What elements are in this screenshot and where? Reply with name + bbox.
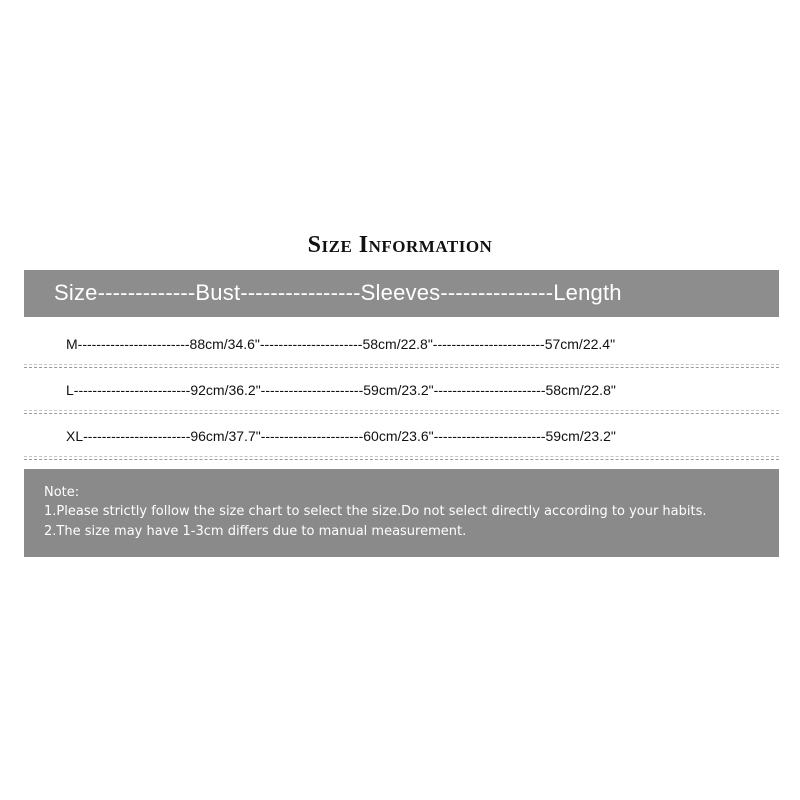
row-divider (24, 364, 779, 365)
table-row-m (24, 322, 779, 368)
row-divider (24, 410, 779, 411)
table-row-l (24, 368, 779, 414)
size-table-header-text: Size-------------Bust----------------Sleeves---------------Length (54, 280, 622, 305)
table-row-xl (24, 414, 779, 460)
note-box (24, 469, 779, 557)
table-row-text: XL-----------------------96cm/37.7"----------------------60cm/23.6"------------------------59cm/23.2" (66, 428, 616, 444)
size-table-header (24, 270, 779, 317)
table-row-text: M------------------------88cm/34.6"----------------------58cm/22.8"------------------------57cm/22.4" (66, 336, 616, 352)
note-line-2: 2.The size may have 1-3cm differs due to manual measurement. (44, 524, 467, 539)
row-divider (24, 459, 779, 460)
page-title: Size Information (307, 232, 493, 258)
table-row-text: L-------------------------92cm/36.2"----------------------59cm/23.2"------------------------58cm/22.8" (66, 382, 616, 398)
row-divider (24, 456, 779, 457)
note-heading: Note: (44, 485, 80, 500)
note-line-1: 1.Please strictly follow the size chart to select the size.Do not select directly according to your habits. (44, 504, 707, 519)
